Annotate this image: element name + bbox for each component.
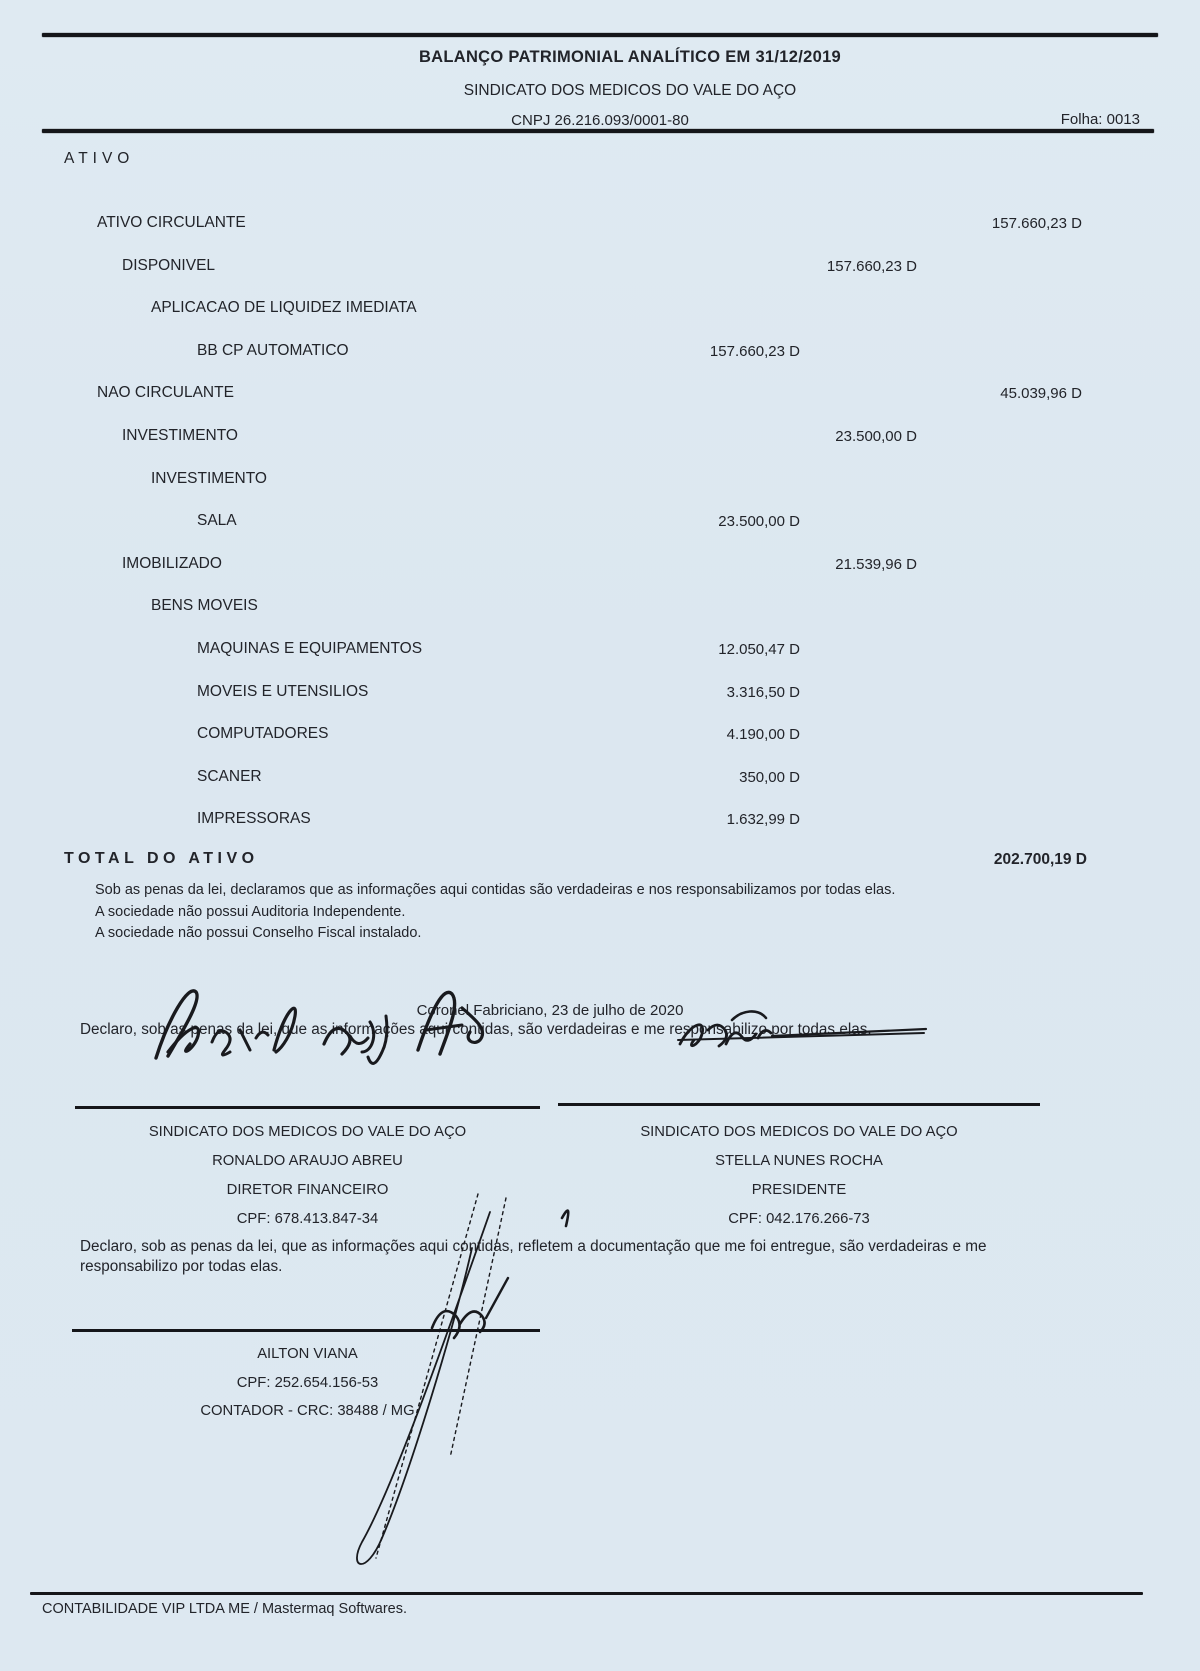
- footer-software-credit: CONTABILIDADE VIP LTDA ME / Mastermaq Softwares.: [42, 1601, 408, 1617]
- signature-line-accountant: [72, 1329, 540, 1332]
- account-value: 45.039,96 D: [1000, 385, 1082, 403]
- account-label: BENS MOVEIS: [151, 597, 258, 615]
- account-label: COMPUTADORES: [197, 725, 329, 743]
- page-number: Folha: 0013: [1060, 111, 1140, 128]
- accountant-name: AILTON VIANA: [257, 1346, 358, 1362]
- signer-cpf: CPF: 042.176.266-73: [728, 1211, 870, 1227]
- signer-block-right: [558, 1118, 1040, 1234]
- account-value: 1.632,99 D: [726, 811, 800, 829]
- account-value: 21.539,96 D: [835, 555, 917, 573]
- account-label: BB CP AUTOMATICO: [197, 341, 349, 359]
- table-row: [0, 458, 1200, 501]
- table-row: [0, 202, 1200, 245]
- account-label: SCANER: [197, 767, 262, 785]
- accountant-block: [75, 1340, 540, 1426]
- account-label: DISPONIVEL: [122, 256, 216, 274]
- table-row: [0, 415, 1200, 458]
- signer-org: SINDICATO DOS MEDICOS DO VALE DO AÇO: [640, 1124, 958, 1140]
- account-value: 157.660,23 D: [826, 257, 917, 275]
- account-value: 23.500,00 D: [718, 513, 800, 531]
- note-line: Sob as penas da lei, declaramos que as informações aqui contidas são verdadeiras e nos responsabilizamos por todas elas.: [95, 882, 896, 898]
- signer-role: PRESIDENTE: [751, 1182, 847, 1198]
- account-value: 23.500,00 D: [835, 427, 917, 445]
- signature-stella: [672, 1008, 952, 1058]
- account-value: 12.050,47 D: [718, 640, 800, 658]
- table-row: [0, 543, 1200, 586]
- signature-line-left: [75, 1106, 540, 1109]
- note-line: A sociedade não possui Conselho Fiscal instalado.: [95, 925, 422, 941]
- signer-role: DIRETOR FINANCEIRO: [226, 1182, 389, 1198]
- table-row: [0, 628, 1200, 671]
- account-label: INVESTIMENTO: [122, 426, 238, 444]
- total-row: [0, 850, 1200, 880]
- cnpj: CNPJ 26.216.093/0001-80: [511, 112, 689, 129]
- signer-name: RONALDO ARAUJO ABREU: [212, 1153, 403, 1169]
- account-label: APLICACAO DE LIQUIDEZ IMEDIATA: [151, 299, 417, 317]
- accounts-table: [0, 202, 1200, 841]
- signer-name: STELLA NUNES ROCHA: [715, 1153, 883, 1169]
- declaration-2: Declaro, sob as penas da lei, que as informações aqui contidas, refletem a documentação que me foi entregue, são verdadeiras e me responsabilizo por todas elas.: [80, 1238, 987, 1275]
- table-row: [0, 245, 1200, 288]
- signer-cpf: CPF: 678.413.847-34: [236, 1211, 379, 1227]
- account-label: NAO CIRCULANTE: [97, 384, 234, 402]
- header-bottom-rule: [42, 129, 1154, 133]
- table-row: [0, 287, 1200, 330]
- account-label: ATIVO CIRCULANTE: [97, 214, 246, 231]
- section-ativo: ATIVO: [64, 150, 135, 167]
- account-value: 350,00 D: [739, 768, 800, 786]
- accountant-cpf: CPF: 252.654.156-53: [236, 1374, 379, 1391]
- table-row: [0, 585, 1200, 628]
- report-title: BALANÇO PATRIMONIAL ANALÍTICO EM 31/12/2019: [418, 48, 842, 66]
- account-value: 157.660,23 D: [991, 215, 1082, 232]
- header-top-rule: [42, 33, 1158, 37]
- legal-notes: [95, 880, 895, 945]
- note-line: A sociedade não possui Auditoria Independente.: [95, 903, 406, 920]
- footer-rule: [30, 1592, 1143, 1595]
- table-row: [0, 713, 1200, 756]
- table-row: [0, 671, 1200, 714]
- signature-line-right: [558, 1103, 1040, 1106]
- account-label: IMOBILIZADO: [122, 554, 222, 572]
- table-row: [0, 372, 1200, 415]
- account-value: 3.316,50 D: [726, 683, 800, 701]
- account-label: MAQUINAS E EQUIPAMENTOS: [197, 639, 423, 657]
- account-label: SALA: [197, 512, 237, 530]
- account-value: 4.190,00 D: [726, 726, 800, 744]
- total-value: 202.700,19 D: [993, 851, 1087, 868]
- accountant-crc: CONTADOR - CRC: 38488 / MG: [200, 1403, 415, 1419]
- account-label: IMPRESSORAS: [197, 810, 311, 828]
- organization-name: SINDICATO DOS MEDICOS DO VALE DO AÇO: [463, 82, 797, 99]
- account-label: MOVEIS E UTENSILIOS: [197, 682, 369, 700]
- account-value: 157.660,23 D: [709, 342, 800, 360]
- signature-ronaldo: [142, 978, 492, 1068]
- account-label: INVESTIMENTO: [151, 469, 267, 487]
- declaration-1: Declaro, sob as penas da lei, que as informações aqui contidas, são verdadeiras e me responsabilizo por todas elas.: [80, 1021, 872, 1038]
- date-place-line: Coronel Fabriciano, 23 de julho de 2020: [416, 1002, 684, 1019]
- table-row: [0, 798, 1200, 841]
- signer-org: SINDICATO DOS MEDICOS DO VALE DO AÇO: [148, 1124, 467, 1140]
- table-row: [0, 330, 1200, 373]
- total-label: TOTAL DO ATIVO: [64, 850, 259, 867]
- table-row: [0, 500, 1200, 543]
- table-row: [0, 756, 1200, 799]
